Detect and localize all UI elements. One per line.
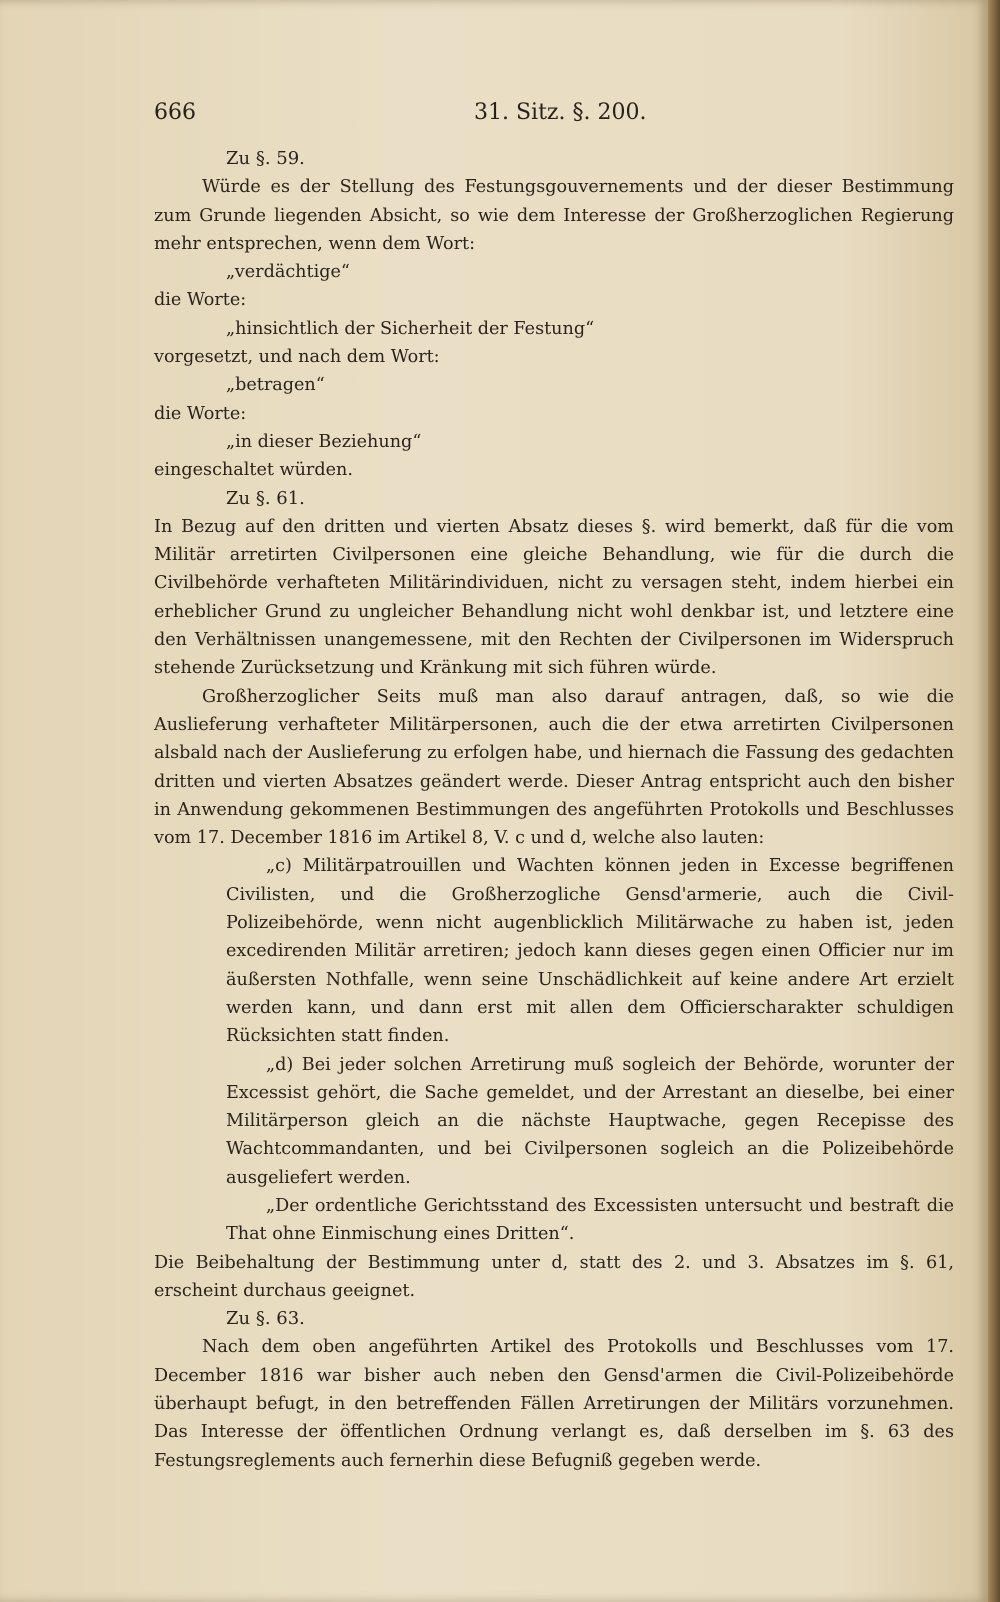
quoted-article-d: „d) Bei jeder solchen Arretirung muß sogleich der Behörde, worunter der Excessist gehört, die Sache gemeldet, und der Arrestant an dieselbe, bei einer Militärperson gleich an die nächste Hauptwache, gegen Recepisse des Wachtcommandanten, und bei Civilpersonen sogleich an die Polizeibehörde ausgeliefert werden. bbox=[226, 1054, 954, 1188]
paragraph: In Bezug auf den dritten und vierten Absatz dieses §. wird bemerkt, daß für die vom Militär arretirten Civilpersonen eine gleiche Behandlung, wie für die durch die Civilbehörde verhafteten Militärindividuen, nicht zu versagen steht, indem hierbei ein erheblicher Grund zu ungleicher Behandlung nicht wohl denkbar ist, und letztere eine den Verhältnissen unangemessene, mit den Rechten der Civilpersonen im Widerspruch stehende Zurücksetzung und Kränkung mit sich führen würde. bbox=[154, 516, 954, 679]
quoted-article-e: „Der ordentliche Gerichtsstand des Excessisten untersucht und bestraft die That ohne Einmischung eines Dritten“. bbox=[226, 1195, 954, 1245]
page-text bbox=[154, 145, 954, 1475]
running-head bbox=[154, 100, 954, 136]
text-line: die Worte: bbox=[154, 403, 247, 424]
text-line: vorgesetzt, und nach dem Wort: bbox=[154, 347, 440, 368]
quoted-article-c: „c) Militärpatrouillen und Wachten können jeden in Excesse begriffenen Civilisten, und die Großherzogliche Gensd'armerie, auch die Civil-Polizeibehörde, wenn nicht augenblicklich Militärwache zu haben ist, jeden excedirenden Militär arretiren; jedoch kann dieses gegen einen Officier nur im äußersten Nothfalle, wenn seine Unschädlichkeit auf keine andere Art erzielt werden kann, und dann erst mit allen dem Officierscharakter schuldigen Rücksichten statt finden. bbox=[226, 856, 954, 1047]
section-heading-59: Zu §. 59. bbox=[226, 148, 305, 169]
quoted-word: „hinsichtlich der Sicherheit der Festung“ bbox=[226, 318, 595, 339]
quoted-word: „in dieser Beziehung“ bbox=[226, 431, 422, 452]
quoted-block bbox=[154, 852, 954, 1248]
running-title: 31. Sitz. §. 200. bbox=[474, 100, 647, 125]
section-heading-61: Zu §. 61. bbox=[226, 487, 305, 509]
paragraph: Nach dem oben angeführten Artikel des Protokolls und Beschlusses vom 17. December 1816 war bisher auch neben den Gensd'armen die Civil-Polizeibehörde überhaupt befugt, in den betreffenden Fällen Arretirungen der Militärs vorzunehmen. Das Interesse der öffentlichen Ordnung verlangt es, daß derselben im §. 63 des Festungsreglements auch fernerhin diese Befugniß gegeben werde. bbox=[154, 1337, 954, 1471]
paragraph: Würde es der Stellung des Festungsgouvernements und der dieser Bestimmung zum Grunde liegenden Absicht, so wie dem Interesse der Großherzoglichen Regierung mehr entsprechen, wenn dem Wort: bbox=[154, 177, 954, 254]
book-edge bbox=[988, 0, 1000, 1602]
text-line: eingeschaltet würden. bbox=[154, 460, 353, 481]
quoted-word: „verdächtige“ bbox=[226, 262, 350, 283]
paragraph: Großherzoglicher Seits muß man also darauf antragen, daß, so wie die Auslieferung verhafteter Militärpersonen, auch die der etwa arretirten Civilpersonen alsbald nach der Auslieferung zu erfolgen habe, und hiernach die Fassung des gedachten dritten und vierten Absatzes geändert werde. Dieser Antrag entspricht auch den bisher in Anwendung gekommenen Bestimmungen des angeführten Protokolls und Beschlusses vom 17. December 1816 im Artikel 8, V. c und d, welche also lauten: bbox=[154, 686, 954, 849]
paragraph: Die Beibehaltung der Bestimmung unter d, statt des 2. und 3. Absatzes im §. 61, erscheint durchaus geeignet. bbox=[154, 1252, 954, 1301]
text-line: die Worte: bbox=[154, 290, 247, 311]
section-heading-63: Zu §. 63. bbox=[226, 1308, 305, 1330]
quoted-word: „betragen“ bbox=[226, 375, 325, 396]
page-number: 666 bbox=[154, 100, 196, 125]
